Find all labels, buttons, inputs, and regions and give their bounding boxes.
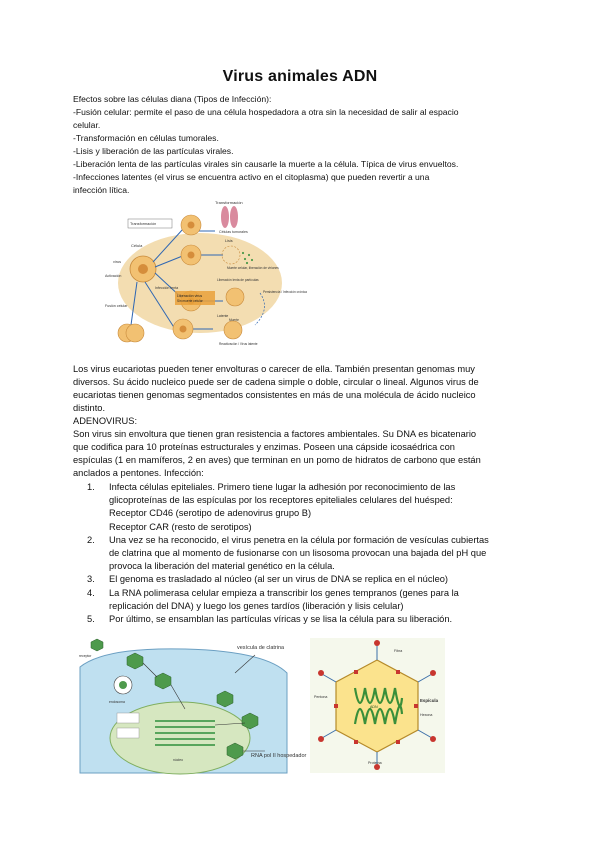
label-muerte: Muerte (229, 318, 239, 322)
label-lisis: Lisis (225, 239, 233, 243)
label-proteina: Proteína (368, 761, 382, 765)
label-rna-pol: RNA pol II hospedador (251, 753, 307, 759)
label-espicula: Espícula (420, 698, 439, 703)
label-transformacion-celular: Transformación (130, 222, 157, 226)
effects-line: infección lítica. (73, 185, 130, 195)
step-line: de clatrina que al momento de fusionarse con un lisosoma provocan una bajada del pH que (109, 548, 487, 559)
label-fibra: Fibra (394, 649, 403, 653)
spike-knob (374, 640, 380, 646)
label-adn: ADN (370, 705, 378, 709)
adenovirus-line: espículas (1 en mamíferos, 2 en aves) que terminan en un pomo de hidratos de carbono que están (73, 455, 481, 465)
spike-knob (430, 736, 436, 742)
adenovirus-line: anclados a pentones. Infección: (73, 468, 204, 478)
effects-line: -Transformación en células tumorales. (73, 133, 219, 143)
label-virus: virus (113, 260, 122, 264)
label-endosoma: endosoma (109, 700, 125, 704)
adenovirus-line: que codifica para 10 proteínas estructurales y enzimas. Poseen una cápside icosaédrica con (73, 442, 455, 452)
step-number: 2. (87, 534, 95, 545)
label-celulas-tumorales: Células tumorales (219, 230, 248, 234)
tumor-cells (221, 206, 229, 228)
step-item (73, 573, 533, 586)
shedding-cell (226, 288, 244, 306)
effects-line: -Lisis y liberación de las partículas virales. (73, 146, 234, 156)
infection-steps (73, 481, 533, 626)
step-number: 1. (87, 482, 95, 492)
label-infeccion-lenta: Infección lenta (155, 286, 179, 290)
adenovirus-structure-diagram (310, 638, 445, 773)
step-line: Por último, se ensamblan las partículas víricas y se lisa la célula para su liberación. (109, 614, 453, 625)
step-number: 3. (87, 574, 95, 585)
step-number: 4. (87, 587, 95, 598)
eukaryote-line: diversos. Su ácido nucleico puede ser de cadena simple o doble, circular o lineal. Algunos virus de (73, 377, 479, 387)
effects-line: -Liberación lenta de las partículas virales sin causarle la muerte a la célula. Típica de virus envueltos. (73, 159, 459, 169)
infection-types-diagram (95, 197, 310, 357)
spike-knob (318, 736, 324, 742)
page-title: Virus animales ADN (222, 68, 378, 85)
step-line: El genoma es trasladado al núcleo (al ser un virus de DNA se replica en el núcleo) (109, 574, 449, 585)
spike-knob (430, 670, 436, 676)
effects-line: celular. (73, 120, 101, 130)
step-item (73, 534, 533, 574)
label-nucleo: núcleo (173, 758, 183, 762)
effects-heading: Efectos sobre las células diana (Tipos de Infección): (73, 94, 272, 104)
eukaryote-line: eucariotas tienen genomas segmentados consistentes en más de una molécula de ácido nucleico (73, 390, 476, 400)
spike-knob (318, 670, 324, 676)
label-sin-muerte: Sin muerte celular (177, 299, 203, 303)
label-persistencia: Persistencia / Infección crónica (263, 290, 307, 294)
label-fusion-celular: Fusión celular (105, 304, 128, 308)
step-line: provoca la liberación del material genético en la célula. (109, 561, 335, 572)
cytoplasm-ellipse (118, 233, 282, 333)
label-transformacion: Transformación (215, 200, 243, 205)
step-line: replicación del DNA) y luego los genes tardíos (liberación y lisis celular) (109, 600, 404, 611)
eukaryote-line: distinto. (73, 403, 106, 413)
step-item (73, 481, 533, 534)
label-celula: Célula (131, 243, 143, 248)
effects-line: -Infecciones latentes (el virus se encuentra activo en el citoplasma) que pueden revertir a una (73, 172, 430, 182)
step-item (73, 587, 533, 613)
label-vesicula: vesícula de clatrina (237, 645, 285, 651)
step-line: glicoproteínas de las espículas por los receptores epiteliales celulares del huésped: (109, 495, 453, 506)
step-line: Receptor CD46 (serotipo de adenovirus grupo B) (109, 508, 312, 519)
label-reactivacion: Reactivación / Virus latente (219, 342, 258, 346)
step-number: 5. (87, 614, 95, 625)
label-pentona: Pentona (314, 695, 328, 699)
label-liberacion-lenta: Liberación lenta de partículas (217, 278, 259, 282)
label-muerte-celular: Muerte celular, liberación de viriones (227, 266, 279, 270)
step-line: Receptor CAR (resto de serotipos) (109, 521, 252, 532)
reactivated-cell (224, 321, 242, 339)
effects-line: -Fusión celular: permite el paso de una célula hospedadora a otra sin la necesidad de salir al espacio (73, 107, 459, 117)
eukaryote-line: Los virus eucariotas pueden tener envolturas o carecer de ella. También presentan genomas muy (73, 364, 475, 374)
adenovirus-heading: ADENOVIRUS: (73, 416, 138, 426)
step-line: La RNA polimerasa celular empieza a transcribir los genes tempranos (genes para la (109, 587, 459, 598)
virus-particle (91, 639, 103, 651)
step-item (73, 613, 533, 626)
label-receptor: receptor (79, 654, 92, 658)
adenovirus-line: Son virus sin envoltura que tienen gran resistencia a factores ambientales. Su DNA es bicatenario (73, 429, 477, 439)
label-activacion: Activación (105, 274, 122, 278)
step-line: Una vez se ha reconocido, el virus penetra en la célula por formación de vesículas cubiertas (109, 534, 489, 545)
label-latente: Latente (217, 314, 229, 318)
label-hexona: Hexona (420, 713, 433, 717)
adenovirus-infection-diagram (75, 633, 307, 773)
step-line: Infecta células epiteliales. Primero tiene lugar la adhesión por reconocimiento de las (109, 482, 456, 492)
label-liberacion-virus: Liberación virus (177, 294, 203, 298)
